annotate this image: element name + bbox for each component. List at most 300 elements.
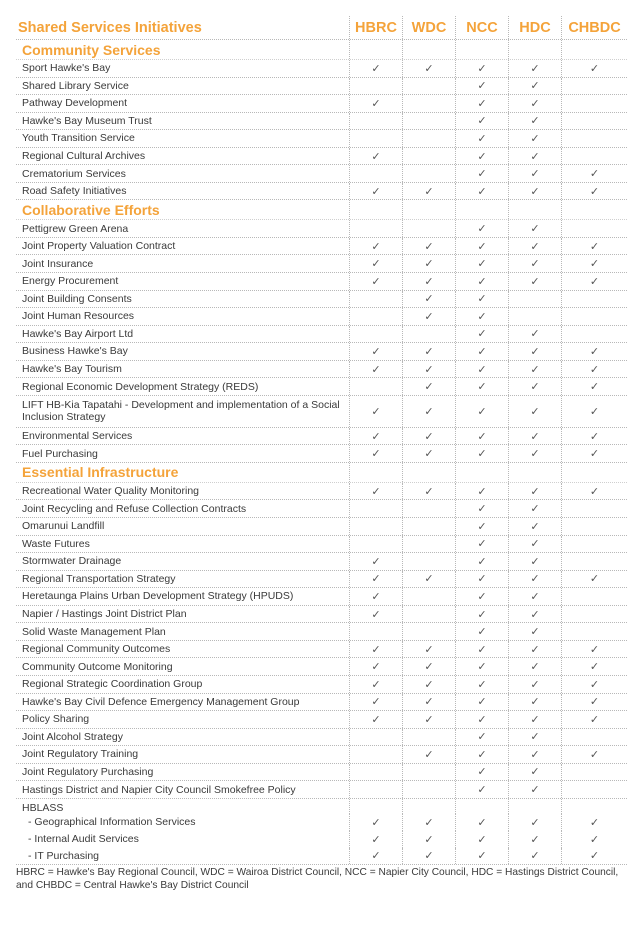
check-icon: ✓: [530, 538, 540, 551]
cell-wdc: [402, 326, 455, 343]
cell-chbdc: [561, 848, 627, 864]
table-row: [16, 361, 627, 379]
check-icon: ✓: [477, 573, 487, 586]
cell-hdc: [508, 291, 561, 308]
check-icon: ✓: [530, 784, 540, 796]
table-row: [16, 606, 627, 624]
cell-ncc: [455, 831, 508, 848]
check-icon: ✓: [424, 293, 434, 306]
check-icon: ✓: [424, 62, 434, 75]
cell-chbdc: [561, 536, 627, 553]
check-icon: ✓: [371, 258, 381, 271]
cell-chbdc: [561, 148, 627, 165]
cell-wdc: [402, 518, 455, 535]
cell-wdc: [402, 343, 455, 360]
check-icon: ✓: [530, 626, 540, 639]
cell-chbdc: [561, 428, 627, 445]
check-icon: ✓: [589, 678, 600, 691]
cell-ncc: [455, 588, 508, 605]
cell-hdc: [508, 553, 561, 570]
table-row: [16, 238, 627, 256]
check-icon: ✓: [477, 833, 487, 846]
check-icon: ✓: [477, 850, 487, 863]
table-row: [16, 396, 627, 428]
check-icon: ✓: [477, 626, 487, 639]
table-row: [16, 641, 627, 659]
check-icon: ✓: [589, 696, 600, 709]
initiative-name: Joint Insurance: [22, 257, 94, 270]
cell-hbrc: [349, 113, 402, 130]
table-row: [16, 781, 627, 799]
cell-chbdc: [561, 483, 627, 500]
initiative-name: Regional Community Outcomes: [22, 643, 171, 656]
cell-hbrc: [349, 518, 402, 535]
check-icon: ✓: [589, 168, 600, 181]
cell-chbdc: [561, 291, 627, 308]
check-icon: ✓: [371, 345, 381, 358]
cell-wdc: [402, 238, 455, 255]
cell-hbrc: [349, 343, 402, 360]
table-row: [16, 183, 627, 201]
check-icon: ✓: [477, 696, 487, 709]
check-icon: ✓: [424, 573, 434, 586]
check-icon: ✓: [371, 816, 381, 829]
check-icon: ✓: [530, 590, 540, 603]
check-icon: ✓: [424, 661, 434, 674]
check-icon: ✓: [424, 678, 434, 691]
check-icon: ✓: [371, 833, 381, 846]
cell-wdc: [402, 831, 455, 848]
check-icon: ✓: [530, 132, 540, 145]
check-icon: ✓: [477, 661, 487, 674]
check-icon: ✓: [530, 185, 540, 198]
cell-ncc: [455, 518, 508, 535]
table-title: Shared Services Initiatives: [18, 19, 202, 36]
table-row: [16, 165, 627, 183]
cell-wdc: [402, 676, 455, 693]
cell-wdc: [402, 623, 455, 640]
check-icon: ✓: [371, 405, 381, 418]
cell-hdc: [508, 165, 561, 182]
check-icon: ✓: [530, 448, 540, 461]
section-heading-row: [16, 40, 627, 60]
check-icon: ✓: [424, 696, 434, 709]
check-icon: ✓: [477, 310, 487, 323]
cell-chbdc: [561, 273, 627, 290]
table-row: [16, 483, 627, 501]
cell-ncc: [455, 273, 508, 290]
section-title: Essential Infrastructure: [22, 464, 179, 481]
check-icon: ✓: [477, 345, 487, 358]
initiative-name: - IT Purchasing: [28, 849, 100, 862]
check-icon: ✓: [477, 608, 487, 621]
check-icon: ✓: [589, 485, 600, 498]
check-icon: ✓: [530, 258, 540, 271]
cell-ncc: [455, 255, 508, 272]
table-row: [16, 308, 627, 326]
cell-hbrc: [349, 711, 402, 728]
cell-hbrc: [349, 831, 402, 848]
cell-hdc: [508, 658, 561, 675]
cell-chbdc: [561, 113, 627, 130]
check-icon: ✓: [424, 833, 434, 846]
cell-ncc: [455, 641, 508, 658]
cell-chbdc: [561, 95, 627, 112]
cell-wdc: [402, 483, 455, 500]
table-row: [16, 676, 627, 694]
initiative-name: Solid Waste Management Plan: [22, 625, 166, 638]
check-icon: ✓: [371, 850, 381, 863]
cell-wdc: [402, 113, 455, 130]
cell-hdc: [508, 220, 561, 237]
cell-hdc: [508, 326, 561, 343]
cell-hdc: [508, 746, 561, 763]
cell-hdc: [508, 764, 561, 781]
cell-chbdc: [561, 694, 627, 711]
table-row: [16, 445, 627, 463]
check-icon: ✓: [424, 850, 434, 863]
cell-wdc: [402, 746, 455, 763]
cell-hbrc: [349, 623, 402, 640]
table-row: [16, 848, 627, 865]
cell-hbrc: [349, 396, 402, 427]
table-row: [16, 729, 627, 747]
check-icon: ✓: [530, 661, 540, 674]
check-icon: ✓: [424, 485, 434, 498]
cell-hbrc: [349, 483, 402, 500]
check-icon: ✓: [477, 293, 487, 306]
cell-hbrc: [349, 428, 402, 445]
check-icon: ✓: [477, 258, 487, 271]
check-icon: ✓: [424, 405, 434, 418]
check-icon: ✓: [530, 115, 540, 128]
check-icon: ✓: [477, 275, 487, 288]
check-icon: ✓: [530, 168, 540, 181]
table-row: [16, 588, 627, 606]
check-icon: ✓: [530, 555, 540, 568]
cell-ncc: [455, 183, 508, 200]
cell-ncc: [455, 781, 508, 798]
cell-chbdc: [561, 711, 627, 728]
cell-hdc: [508, 676, 561, 693]
cell-chbdc: [561, 60, 627, 77]
cell-ncc: [455, 78, 508, 95]
cell-ncc: [455, 396, 508, 427]
cell-hdc: [508, 711, 561, 728]
check-icon: ✓: [477, 168, 487, 181]
cell-ncc: [455, 623, 508, 640]
check-icon: ✓: [589, 713, 600, 726]
col-wdc: WDC: [411, 19, 447, 36]
cell-chbdc: [561, 781, 627, 798]
check-icon: ✓: [371, 363, 381, 376]
cell-hbrc: [349, 729, 402, 746]
initiative-name: - Geographical Information Services: [28, 816, 196, 829]
table-row: [16, 500, 627, 518]
cell-chbdc: [561, 343, 627, 360]
check-icon: ✓: [530, 503, 540, 516]
check-icon: ✓: [371, 573, 381, 586]
check-icon: ✓: [424, 643, 434, 656]
cell-chbdc: [561, 220, 627, 237]
check-icon: ✓: [477, 132, 487, 145]
cell-hdc: [508, 848, 561, 864]
initiative-name: Regional Cultural Archives: [22, 150, 146, 162]
check-icon: ✓: [589, 381, 600, 394]
check-icon: ✓: [589, 275, 600, 288]
check-icon: ✓: [530, 97, 540, 110]
table-row: [16, 78, 627, 96]
check-icon: ✓: [589, 448, 600, 461]
check-icon: ✓: [477, 240, 487, 253]
cell-hdc: [508, 396, 561, 427]
cell-wdc: [402, 130, 455, 147]
table-row: [16, 694, 627, 712]
initiative-name: Pettigrew Green Arena: [22, 222, 129, 235]
cell-chbdc: [561, 553, 627, 570]
table-row: [16, 220, 627, 238]
cell-hdc: [508, 500, 561, 517]
check-icon: ✓: [424, 430, 434, 443]
cell-wdc: [402, 220, 455, 237]
cell-hdc: [508, 814, 561, 831]
table-row: [16, 814, 627, 831]
initiative-name: Sport Hawke's Bay: [22, 62, 111, 75]
check-icon: ✓: [589, 748, 600, 761]
table-row: [16, 343, 627, 361]
cell-hdc: [508, 308, 561, 325]
check-icon: ✓: [477, 448, 487, 461]
cell-hbrc: [349, 676, 402, 693]
cell-ncc: [455, 483, 508, 500]
check-icon: ✓: [477, 731, 487, 744]
check-icon: ✓: [371, 485, 381, 498]
check-icon: ✓: [371, 661, 381, 674]
check-icon: ✓: [371, 275, 381, 288]
cell-hdc: [508, 606, 561, 623]
cell-ncc: [455, 571, 508, 588]
cell-ncc: [455, 814, 508, 831]
initiative-name: Hawke's Bay Airport Ltd: [22, 327, 134, 340]
cell-hbrc: [349, 500, 402, 517]
initiative-name: Stormwater Drainage: [22, 555, 122, 568]
initiative-name: Fuel Purchasing: [22, 447, 98, 460]
cell-hbrc: [349, 238, 402, 255]
check-icon: ✓: [530, 150, 540, 163]
cell-wdc: [402, 60, 455, 77]
cell-wdc: [402, 273, 455, 290]
check-icon: ✓: [589, 850, 600, 863]
cell-hdc: [508, 361, 561, 378]
initiative-name: Hawke's Bay Tourism: [22, 363, 122, 376]
check-icon: ✓: [530, 223, 540, 236]
cell-hbrc: [349, 606, 402, 623]
initiative-name: Environmental Services: [22, 430, 133, 443]
initiative-name: Joint Human Resources: [22, 310, 135, 323]
cell-wdc: [402, 500, 455, 517]
cell-hdc: [508, 78, 561, 95]
check-icon: ✓: [530, 731, 540, 744]
initiative-name: Joint Regulatory Purchasing: [22, 765, 154, 778]
cell-wdc: [402, 396, 455, 427]
cell-wdc: [402, 658, 455, 675]
initiative-name: Omarunui Landfill: [22, 520, 105, 533]
check-icon: ✓: [477, 766, 487, 779]
cell-chbdc: [561, 658, 627, 675]
initiative-name: Joint Regulatory Training: [22, 748, 139, 761]
cell-ncc: [455, 536, 508, 553]
cell-hdc: [508, 694, 561, 711]
table-row: [16, 536, 627, 554]
cell-chbdc: [561, 588, 627, 605]
cell-ncc: [455, 113, 508, 130]
cell-ncc: [455, 445, 508, 462]
check-icon: ✓: [530, 696, 540, 709]
check-icon: ✓: [371, 643, 381, 656]
check-icon: ✓: [424, 185, 434, 198]
cell-hdc: [508, 113, 561, 130]
check-icon: ✓: [477, 62, 487, 75]
initiative-name: Hastings District and Napier City Council Smokefree Policy: [22, 783, 296, 796]
table-header-row: [16, 16, 627, 40]
check-icon: ✓: [530, 240, 540, 253]
check-icon: ✓: [371, 150, 381, 163]
check-icon: ✓: [477, 97, 487, 110]
cell-hdc: [508, 641, 561, 658]
check-icon: ✓: [589, 643, 600, 656]
col-ncc: NCC: [466, 19, 498, 36]
table-row: [16, 428, 627, 446]
cell-ncc: [455, 746, 508, 763]
cell-wdc: [402, 361, 455, 378]
cell-wdc: [402, 729, 455, 746]
check-icon: ✓: [530, 80, 540, 93]
cell-hdc: [508, 130, 561, 147]
cell-wdc: [402, 165, 455, 182]
cell-ncc: [455, 165, 508, 182]
cell-hdc: [508, 831, 561, 848]
table-row: [16, 746, 627, 764]
cell-hbrc: [349, 326, 402, 343]
cell-wdc: [402, 641, 455, 658]
check-icon: ✓: [424, 748, 434, 761]
cell-hdc: [508, 571, 561, 588]
cell-hdc: [508, 60, 561, 77]
check-icon: ✓: [589, 258, 600, 271]
check-icon: ✓: [477, 115, 487, 128]
cell-chbdc: [561, 641, 627, 658]
shared-services-table: [16, 16, 627, 865]
check-icon: ✓: [530, 520, 540, 533]
cell-wdc: [402, 428, 455, 445]
cell-chbdc: [561, 78, 627, 95]
cell-ncc: [455, 848, 508, 864]
cell-hdc: [508, 183, 561, 200]
cell-ncc: [455, 764, 508, 781]
check-icon: ✓: [477, 328, 487, 341]
cell-hdc: [508, 729, 561, 746]
check-icon: ✓: [530, 816, 540, 829]
cell-wdc: [402, 588, 455, 605]
cell-chbdc: [561, 518, 627, 535]
initiative-name: - Internal Audit Services: [28, 833, 139, 846]
cell-ncc: [455, 711, 508, 728]
check-icon: ✓: [477, 223, 487, 236]
cell-ncc: [455, 500, 508, 517]
check-icon: ✓: [477, 363, 487, 376]
initiative-name: Recreational Water Quality Monitoring: [22, 485, 200, 498]
cell-hbrc: [349, 694, 402, 711]
initiative-name: Regional Economic Development Strategy (REDS): [22, 380, 259, 393]
cell-chbdc: [561, 308, 627, 325]
cell-hbrc: [349, 445, 402, 462]
cell-ncc: [455, 378, 508, 395]
cell-hbrc: [349, 814, 402, 831]
check-icon: ✓: [424, 448, 434, 461]
cell-wdc: [402, 291, 455, 308]
cell-chbdc: [561, 183, 627, 200]
cell-hbrc: [349, 255, 402, 272]
check-icon: ✓: [477, 485, 487, 498]
cell-hbrc: [349, 553, 402, 570]
cell-hbrc: [349, 183, 402, 200]
cell-chbdc: [561, 238, 627, 255]
cell-ncc: [455, 95, 508, 112]
initiative-name: Business Hawke's Bay: [22, 345, 128, 358]
check-icon: ✓: [424, 816, 434, 829]
check-icon: ✓: [477, 713, 487, 726]
cell-hbrc: [349, 588, 402, 605]
cell-hbrc: [349, 361, 402, 378]
cell-hbrc: [349, 60, 402, 77]
cell-wdc: [402, 536, 455, 553]
initiative-name: Joint Recycling and Refuse Collection Contracts: [22, 502, 247, 515]
initiative-name: Hawke's Bay Civil Defence Emergency Management Group: [22, 695, 300, 708]
check-icon: ✓: [530, 573, 540, 586]
table-row: [16, 378, 627, 396]
cell-hdc: [508, 428, 561, 445]
cell-chbdc: [561, 571, 627, 588]
cell-hdc: [508, 343, 561, 360]
col-hdc: HDC: [519, 19, 551, 36]
cell-ncc: [455, 291, 508, 308]
cell-wdc: [402, 553, 455, 570]
table-row: [16, 326, 627, 344]
check-icon: ✓: [530, 430, 540, 443]
cell-wdc: [402, 255, 455, 272]
cell-ncc: [455, 553, 508, 570]
check-icon: ✓: [589, 816, 600, 829]
initiative-name: Road Safety Initiatives: [22, 185, 127, 198]
check-icon: ✓: [589, 661, 600, 674]
check-icon: ✓: [530, 643, 540, 656]
cell-ncc: [455, 238, 508, 255]
cell-ncc: [455, 60, 508, 77]
check-icon: ✓: [589, 405, 600, 418]
check-icon: ✓: [477, 150, 487, 163]
check-icon: ✓: [371, 430, 381, 443]
check-icon: ✓: [477, 816, 487, 829]
initiative-name: Joint Building Consents: [22, 292, 132, 305]
cell-ncc: [455, 343, 508, 360]
cell-hbrc: [349, 308, 402, 325]
check-icon: ✓: [477, 405, 487, 418]
cell-chbdc: [561, 326, 627, 343]
initiative-name: Regional Strategic Coordination Group: [22, 678, 203, 691]
check-icon: ✓: [371, 448, 381, 461]
table-row: [16, 60, 627, 78]
hblass-heading-row: [16, 799, 627, 814]
